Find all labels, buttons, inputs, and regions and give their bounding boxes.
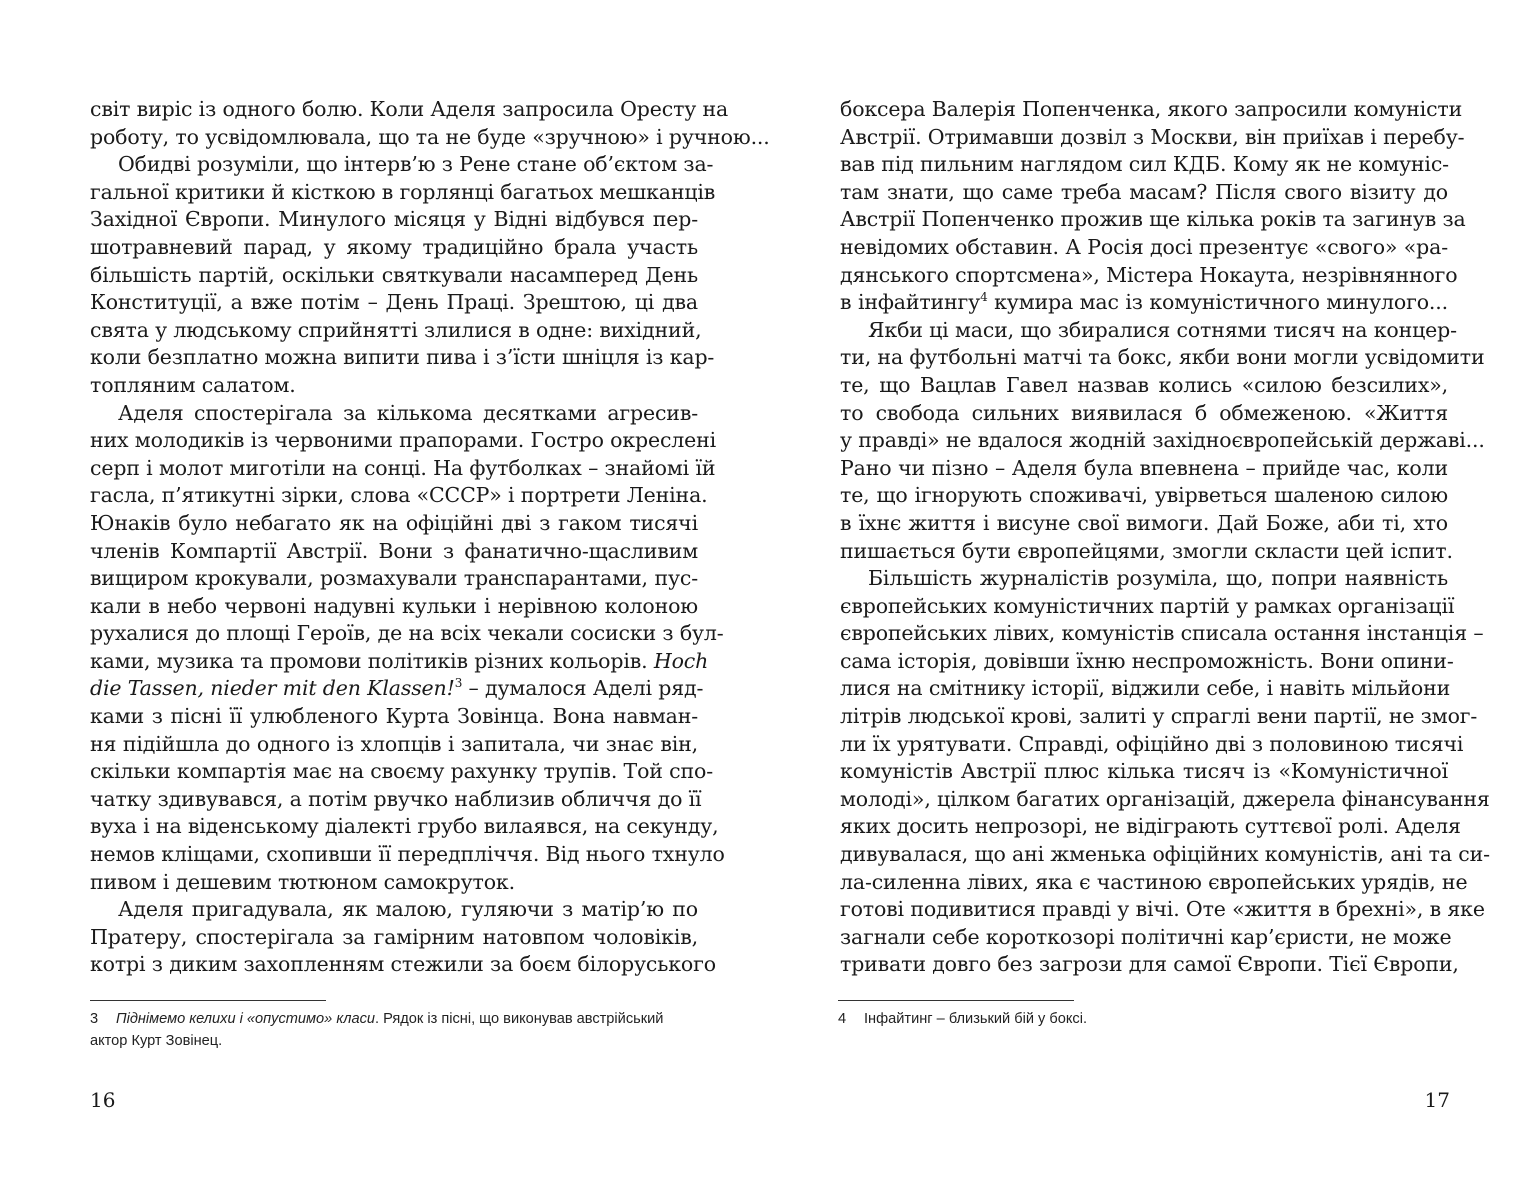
text-fragment: – думалося Аделі ряд-	[462, 676, 704, 701]
text-fragment: в інфайтингу	[840, 290, 981, 315]
text-line: ли їх урятувати. Справді, офіційно дві з половиною тисячі	[840, 731, 1464, 756]
footnote-divider	[838, 1000, 1074, 1001]
footnote-ref[interactable]: 4	[980, 290, 988, 305]
text-line: боксера Валерія Попенченка, якого запросили комуністи	[840, 97, 1463, 121]
text-line: лися на смітнику історії, віджили себе, і навіть мільйони	[840, 676, 1451, 701]
text-line: вищиром крокували, розмахували транспарантами, пус-	[90, 566, 698, 591]
text-line: рухалися до площі Героїв, де на всіх чекали сосиски з бул-	[90, 621, 724, 646]
text-line: то свобода сильних виявилася б обмеженою. «Життя	[840, 400, 1448, 425]
text-fragment: кумира мас із комуністичного минулого...	[987, 290, 1448, 315]
page-number: 16	[90, 1088, 116, 1112]
text-line: пишається бути європейцями, змогли скласти цей іспит.	[840, 538, 1453, 563]
footnote-text: Інфайтинг – близький бій у боксі.	[864, 1011, 1088, 1027]
text-line: Обидві розуміли, що інтерв’ю з Рене стане об’єктом за-	[118, 152, 714, 177]
text-line: у правді» не вдалося жодній західноєвропейській державі...	[840, 428, 1485, 453]
footnote	[90, 1008, 700, 1052]
text-line: комуністів Австрії плюс кілька тисяч із «Комуністичної	[840, 759, 1448, 784]
text-line: роботу, то усвідомлювала, що та не буде «зручною» і ручною...	[90, 124, 770, 149]
text-line: те, що ігнорують споживачі, увірветься шаленою силою	[840, 483, 1448, 508]
text-line: Австрії. Отримавши дозвіл з Москви, він приїхав і перебу-	[840, 124, 1465, 149]
footnote	[838, 1008, 1448, 1030]
text-line: котрі з диким захопленням стежили за боєм білоруського	[90, 952, 716, 977]
page-number: 17	[1424, 1088, 1450, 1112]
text-line: ла-силенна лівих, яка є частиною європейських урядів, не	[840, 869, 1468, 894]
text-line: Західної Європи. Минулого місяця у Відні відбувся пер-	[90, 207, 698, 232]
text-line: в їхнє життя і висуне свої вимоги. Дай Боже, аби ті, хто	[840, 510, 1448, 535]
text-line: кали в небо червоні надувні кульки і нерівною колоною	[90, 593, 698, 618]
footnote-ref[interactable]: 3	[454, 676, 463, 691]
text-line: серп і молот миготіли на сонці. На футболках – знайомі їй	[90, 455, 716, 480]
text-line: загнали себе короткозорі політичні кар’єристи, не може	[840, 924, 1452, 949]
footnote-divider	[90, 1000, 326, 1001]
text-line: європейських комуністичних партій у рамках організації	[840, 593, 1455, 618]
text-line: яких досить непрозорі, не відіграють суттєвої ролі. Аделя	[840, 814, 1461, 839]
text-line: немов кліщами, схопивши її передпліччя. Від нього тхнуло	[90, 842, 725, 867]
text-line	[90, 675, 704, 703]
text-line: ти, на футбольні матчі та бокс, якби вони могли усвідомити	[840, 345, 1485, 370]
text-line: них молодиків із червоними прапорами. Гостро окреслені	[90, 428, 717, 453]
text-line: Аделя пригадувала, як малою, гуляючи з матір’ю по	[118, 897, 698, 922]
text-line: пивом і дешевим тютюном самокруток.	[90, 869, 515, 894]
text-line: молоді», цілком багатих організацій, джерела фінансування	[840, 786, 1490, 811]
text-line	[90, 648, 709, 676]
text-line: Рано чи пізно – Аделя була впевнена – прийде час, коли	[840, 455, 1448, 480]
text-line: невідомих обставин. А Росія досі презентує «свого» «ра-	[840, 234, 1448, 259]
text-line: Австрії Попенченко прожив ще кілька років та загинув за	[840, 207, 1466, 232]
text-line: те, що Вацлав Гавел назвав колись «силою безсилих»,	[840, 372, 1448, 397]
italic-fragment: die Tassen, nieder mit den Klassen!	[90, 676, 455, 701]
text-line: Більшість журналістів розуміла, що, попри наявність	[868, 566, 1448, 591]
text-line: топляним салатом.	[90, 372, 296, 397]
text-line: Юнаків було небагато як на офіційні дві з гаком тисячі	[90, 510, 698, 535]
text-line: Якби ці маси, що збиралися сотнями тисяч на концер-	[868, 317, 1457, 342]
footnote-italic: Піднімемо келихи і «опустимо» класи	[116, 1011, 375, 1027]
text-line: дивувалася, що ані жменька офіційних комуністів, ані та си-	[840, 842, 1490, 867]
text-line: вав під пильним наглядом сил КДБ. Кому як не комуніс-	[840, 152, 1449, 177]
text-line: членів Компартії Австрії. Вони з фанатично-щасливим	[90, 538, 698, 563]
text-line: дянського спортсмена», Містера Нокаута, незрівнянного	[840, 262, 1458, 287]
right-page-text	[840, 96, 1490, 979]
text-line	[840, 289, 1448, 317]
text-line: чатку здивувався, а потім рвучко наблизив обличчя до її	[90, 786, 702, 811]
text-line: гальної критики й кісткою в горлянці багатьох мешканців	[90, 179, 716, 204]
text-line: Пратеру, спостерігала за гамірним натовпом чоловіків,	[90, 924, 698, 949]
text-line: Конституції, а вже потім – День Праці. Зрештою, ці два	[90, 290, 698, 315]
text-line: вуха і на віденському діалекті грубо вилаявся, на секунду,	[90, 814, 719, 839]
text-fragment: ками, музика та промови політиків різних кольорів.	[90, 648, 648, 673]
italic-fragment: Hoch	[653, 648, 709, 673]
text-line: скільки компартія має на своєму рахунку трупів. Той спо-	[90, 759, 713, 784]
text-line: сама історія, довівши їхню неспроможність. Вони опини-	[840, 648, 1454, 673]
text-line: ня підійшла до одного із хлопців і запитала, чи знає він,	[90, 731, 698, 756]
footnote-text: . Рядок із пісні, що виконував австрійський актор Курт Зовінец.	[90, 1011, 664, 1049]
text-line: світ виріс із одного болю. Коли Аделя запросила Оресту на	[90, 97, 729, 121]
text-line: європейських лівих, комуністів списала остання інстанція –	[840, 621, 1484, 646]
footnote-number: 4	[838, 1011, 847, 1027]
right-page	[768, 0, 1536, 1182]
text-line: готові подивитися правді у вічі. Оте «життя в брехні», в яке	[840, 897, 1485, 922]
text-line: ками з пісні її улюбленого Курта Зовінца. Вона навман-	[90, 704, 698, 729]
text-line: літрів людської крові, залиті у спраглі вени партії, не змог-	[840, 704, 1478, 729]
text-line: шотравневий парад, у якому традиційно брала участь	[90, 234, 698, 259]
left-page-text	[90, 96, 770, 979]
text-line: тривати довго без загрози для самої Європи. Тієї Європи,	[840, 952, 1459, 977]
text-line: там знати, що саме треба масам? Після свого візиту до	[840, 179, 1448, 204]
footnote-number: 3	[90, 1011, 99, 1027]
text-line: Аделя спостерігала за кількома десятками агресив-	[118, 400, 698, 425]
text-line: коли безплатно можна випити пива і з’їсти шніцля із кар-	[90, 345, 715, 370]
text-line: свята у людському сприйнятті злилися в одне: вихідний,	[90, 317, 702, 342]
text-line: гасла, п’ятикутні зірки, слова «СССР» і портрети Леніна.	[90, 483, 708, 508]
text-line: більшість партій, оскільки святкували насамперед День	[90, 262, 698, 287]
